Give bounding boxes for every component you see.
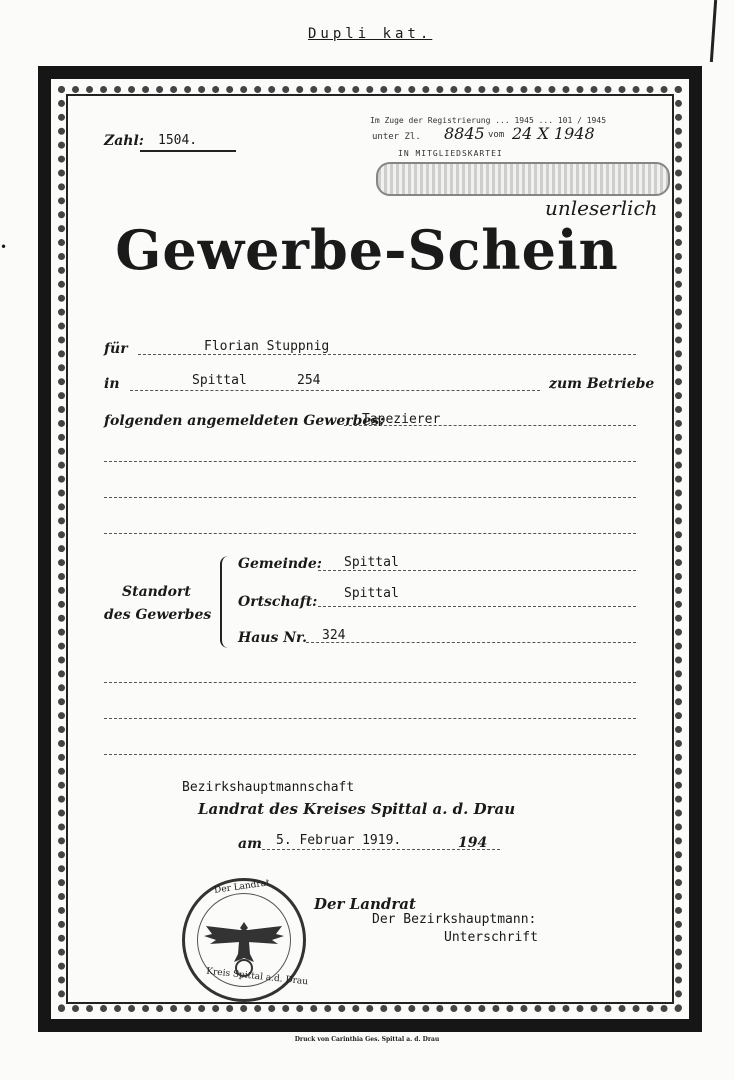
ortschaft-value: Spittal (344, 586, 399, 601)
authority-typed: Bezirkshauptmannschaft (182, 780, 355, 795)
gemeinde-value: Spittal (344, 555, 399, 570)
zum-betriebe-label: zum Betriebe (549, 376, 655, 392)
stamp-signature: unleserlich (545, 196, 658, 220)
blank-line-1 (104, 461, 636, 462)
margin-dot: • (0, 240, 8, 254)
standort-brace (220, 556, 228, 648)
stamp-line3: IN MITGLIEDSKARTEI (398, 149, 503, 158)
blank-line-3 (104, 533, 636, 534)
margin-mark (710, 0, 717, 62)
stamp-line1: Im Zuge der Registrierung ... 1945 ... 101 / 1945 (370, 116, 607, 125)
haus-nr-value: 324 (322, 628, 346, 643)
in-line (130, 390, 540, 391)
gewerbe-label: folgenden angemeldeten Gewerbes: (104, 413, 385, 429)
ortschaft-label: Ortschaft: (238, 594, 318, 610)
stamp-date: 24 X 1948 (512, 124, 595, 143)
haus-nr-label: Haus Nr. (238, 630, 307, 646)
blank-line-4 (104, 682, 636, 683)
fuer-line (138, 354, 636, 355)
gemeinde-label: Gemeinde: (238, 556, 322, 572)
issue-date: 5. Februar 1919. (276, 833, 402, 848)
printer-imprint: Druck von Carinthia Ges. Spittal a. d. Drau (294, 1036, 440, 1043)
in-number: 254 (297, 373, 321, 388)
blank-line-5 (104, 718, 636, 719)
authority-printed: Landrat des Kreises Spittal a. d. Drau (198, 800, 516, 818)
stamp-line2: unter Zl. (372, 132, 421, 142)
eagle-emblem-icon (194, 904, 294, 984)
stamp-box (376, 162, 670, 196)
year-print: 194 (458, 835, 488, 851)
fuer-value: Florian Stuppnig (204, 339, 330, 354)
zahl-underline (140, 150, 236, 152)
haus-nr-line (306, 642, 636, 643)
landrat-printed: Der Landrat (314, 895, 416, 913)
in-label: in (104, 376, 120, 392)
duplikat-note: Dupli kat. (308, 26, 433, 42)
blank-line-2 (104, 497, 636, 498)
zahl-label: Zahl: (104, 133, 144, 149)
gemeinde-line (318, 570, 636, 571)
in-place: Spittal (192, 373, 247, 388)
standort-label: Standort (122, 584, 191, 600)
seal-top-text: Der Landrat (213, 878, 271, 896)
bezirkshauptmann-typed: Der Bezirkshauptmann: (372, 912, 537, 927)
ortschaft-line (318, 606, 636, 607)
des-gewerbes-label: des Gewerbes (104, 607, 212, 623)
zahl-value: 1504. (158, 133, 198, 148)
unterschrift-typed: Unterschrift (444, 930, 538, 945)
stamp-date-prefix: vom (488, 130, 505, 140)
seal-bottom-text: Kreis Spittal a.d. Drau (205, 966, 309, 988)
blank-line-6 (104, 754, 636, 755)
am-label: am (238, 836, 262, 852)
stamp-number: 8845 (444, 124, 485, 143)
fuer-label: für (104, 341, 128, 357)
gewerbe-value: Tapezierer (362, 412, 441, 427)
document-title: Gewerbe-Schein (115, 218, 619, 282)
